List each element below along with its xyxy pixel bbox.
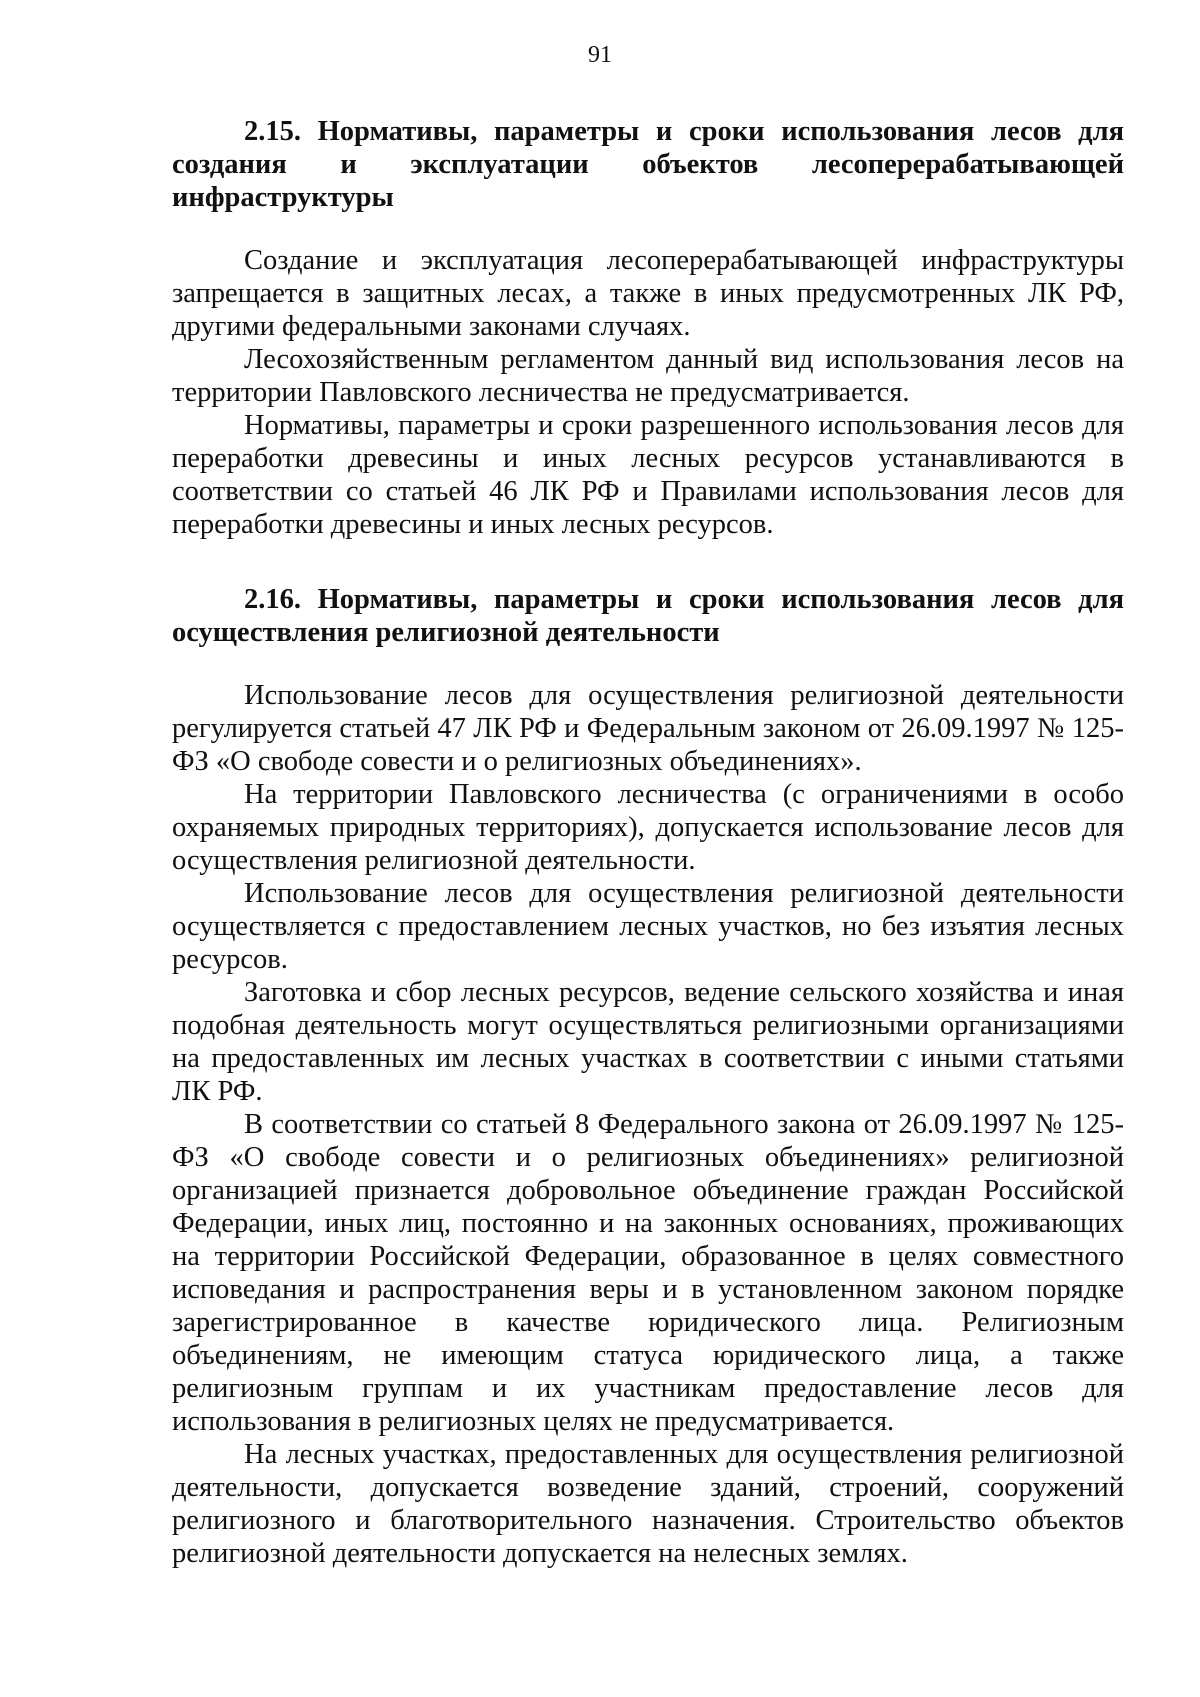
paragraph: Лесохозяйственным регламентом данный вид использования лесов на территории Павловского лесничества не предусматривается. [172,344,1124,408]
page-content [172,115,1124,1570]
section-heading-2-16: 2.16. Нормативы, параметры и сроки использования лесов для осуществления религиозной деятельности [172,584,1124,648]
paragraph: На лесных участках, предоставленных для осуществления религиозной деятельности, допускается возведение зданий, строений, сооружений религиозного и благотворительного назначения. Строительство объектов религиозной деятельности допускается на нелесных землях. [172,1439,1124,1569]
paragraph: Нормативы, параметры и сроки разрешенного использования лесов для переработки древесины и иных лесных ресурсов устанавливаются в соответствии со статьей 46 ЛК РФ и Правилами использования лесов для переработки древесины и иных лесных ресурсов. [172,410,1124,540]
section-heading-2-15: 2.15. Нормативы, параметры и сроки использования лесов для создания и эксплуатации объектов лесоперерабатывающей инфраструктуры [172,116,1124,213]
paragraph: Заготовка и сбор лесных ресурсов, ведение сельского хозяйства и иная подобная деятельность могут осуществляться религиозными организациями на предоставленных им лесных участках в соответствии с иными статьями ЛК РФ. [172,977,1124,1107]
paragraph: В соответствии со статьей 8 Федерального закона от 26.09.1997 № 125-ФЗ «О свободе совести и о религиозных объединениях» религиозной организацией признается добровольное объединение граждан Российской Федерации, иных лиц, постоянно и на законных основаниях, проживающих на территории Российской Федерации, образованное в целях совместного исповедания и распространения веры и в установленном законом порядке зарегистрированное в качестве юридического лица. Религиозным объединениям, не имеющим статуса юридического лица, а также религиозным группам и их участникам предоставление лесов для использования в религиозных целях не предусматривается. [172,1109,1124,1437]
section-body-2-15 [172,244,1124,541]
paragraph: Создание и эксплуатация лесоперерабатывающей инфраструктуры запрещается в защитных лесах, а также в иных предусмотренных ЛК РФ, другими федеральными законами случаях. [172,245,1124,342]
paragraph: Использование лесов для осуществления религиозной деятельности регулируется статьей 47 ЛК РФ и Федеральным законом от 26.09.1997 № 125-ФЗ «О свободе совести и о религиозных объединениях». [172,680,1124,777]
paragraph: На территории Павловского лесничества (с ограничениями в особо охраняемых природных территориях), допускается использование лесов для осуществления религиозной деятельности. [172,779,1124,876]
page-number: 91 [588,42,612,68]
paragraph: Использование лесов для осуществления религиозной деятельности осуществляется с предоставлением лесных участков, но без изъятия лесных ресурсов. [172,878,1124,975]
section-body-2-16 [172,679,1124,1570]
